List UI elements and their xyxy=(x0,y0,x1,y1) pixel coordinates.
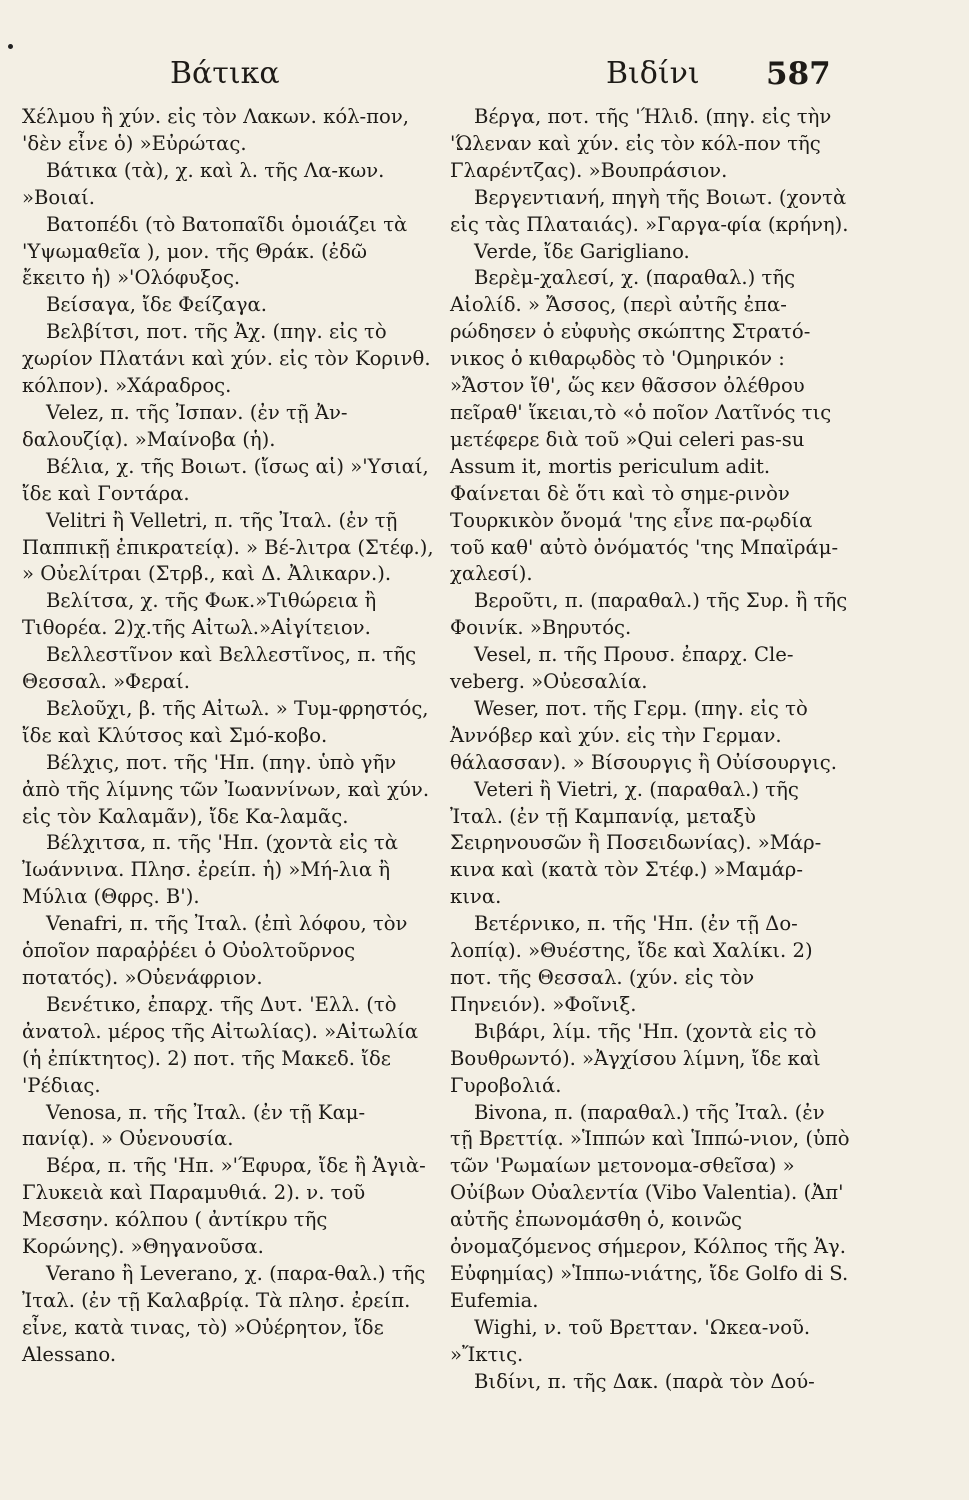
dictionary-entry: Βέλχις, ποτ. τῆς 'Ηπ. (πηγ. ὑπὸ γῆν ἀπὸ τῆς λίμνης τῶν Ἰωαννίνων, καὶ χύν. εἰς τὸν Καλαμᾶν), ἴδε Κα-λαμᾶς. xyxy=(22,750,430,828)
dictionary-entry: Βιβάρι, λίμ. τῆς 'Ηπ. (χοντὰ εἰς τὸ Βουθρωντό). »Ἀγχίσου λίμνη, ἴδε καὶ Γυροβολιά. xyxy=(450,1019,821,1097)
dictionary-entry: Βελοῦχι, β. τῆς Αἰτωλ. » Τυμ-φρηστός, ἴδε καὶ Κλύτσος καὶ Σμό-κοβο. xyxy=(22,696,429,747)
left-column xyxy=(22,104,434,1369)
right-column xyxy=(450,104,850,1396)
running-head-left: Βάτικα xyxy=(170,56,280,91)
dictionary-entry: Veteri ἢ Vietri, χ. (παραθαλ.) τῆς Ἰταλ. (ἐν τῇ Καμπανίᾳ, μεταξὺ Σειρηνουσῶν ἢ Ποσειδωνίας). »Μάρ-κινα καὶ (κατὰ τὸν Στέφ.) »Μαμάρ-κινα. xyxy=(450,777,822,909)
running-head-right: Βιδίνι xyxy=(606,56,700,91)
dictionary-entry: Βιδίνι, π. τῆς Δακ. (παρὰ τὸν Δού- xyxy=(474,1369,815,1393)
dictionary-entry: Βελβίτσι, ποτ. τῆς Ἀχ. (πηγ. εἰς τὸ χωρίον Πλατάνι καὶ χύν. εἰς τὸν Κορινθ. κόλπον). »Χάραδρος. xyxy=(22,320,431,398)
dictionary-entry: Βετέρνικο, π. τῆς 'Ηπ. (ἐν τῇ Δο-λοπίᾳ). »Θυέστης, ἴδε καὶ Χαλίκι. 2) ποτ. τῆς Θεσσαλ. (χύν. εἰς τὸν Πηνειόν). »Φοῖνιξ. xyxy=(450,912,813,1016)
dictionary-entry: Venafri, π. τῆς Ἰταλ. (ἐπὶ λόφου, τὸν ὁποῖον παραῤῥέει ὁ Οὐολτοῦρνος ποτατός). »Οὐενάφριον. xyxy=(22,912,408,989)
dictionary-entry: Βερὲμ-χαλεσί, χ. (παραθαλ.) τῆς Αἰολίδ. » Ἄσσος, (περὶ αὐτῆς ἐπα-ρώδησεν ὁ εὐφυὴς σκώπτης Στρατό-νικος ὁ κιθαρῳδὸς τὸ 'Ομηρικόν : »Ἄστον ἴθ', ὥς κεν θᾶσσον ὀλέθρου πεῖραθ' ἵκειαι,τὸ «ὁ ποῖον Λατῖνός τις μετέφερε διὰ τοῦ »Qui celeri pas-su Assum it, mortis periculum adit. Φαίνεται δὲ ὅτι καὶ τὸ σημε-ρινὸν Τουρκικὸν ὄνομά 'της εἶνε πα-ρῳδία τοῦ καθ' αὐτὸ ὀνόματός 'της Μπαϊράμ-χαλεσί). xyxy=(450,266,839,586)
dictionary-entry: Βεροῦτι, π. (παραθαλ.) τῆς Συρ. ἢ τῆς Φοινίκ. »Βηρυτός. xyxy=(450,589,848,640)
dictionary-entry: Βείσαγα, ἴδε Φείζαγα. xyxy=(46,293,268,317)
dictionary-entry: Βελίτσα, χ. τῆς Φωκ.»Τιθώρεια ἢ Τιθορέα. 2)χ.τῆς Αἰτωλ.»Αἰγίτειον. xyxy=(22,589,377,640)
dictionary-entry: Βέλια, χ. τῆς Βοιωτ. (ἴσως αἱ) »'Υσιαί, ἴδε καὶ Γοντάρα. xyxy=(22,454,429,505)
ink-dot xyxy=(8,44,13,49)
dictionary-entry: Βατοπέδι (τὸ Βατοπαῖδι ὁμοιάζει τὰ 'Υψωμαθεῖα ), μον. τῆς Θράκ. (ἐδῶ ἔκειτο ἡ) »'Ολόφυξος. xyxy=(22,212,408,290)
dictionary-entry: Βελλεστῖνον καὶ Βελλεστῖνος, π. τῆς Θεσσαλ. »Φεραί. xyxy=(22,643,417,694)
dictionary-entry: Βέρα, π. τῆς 'Ηπ. »'Έφυρα, ἴδε ἢ Ἁγιὰ-Γλυκειὰ καὶ Παραμυθιά. 2). ν. τοῦ Μεσσην. κόλπου ( ἀντίκρυ τῆς Κορώνης). »Θηγανοῦσα. xyxy=(22,1154,426,1259)
dictionary-entry: Weser, ποτ. τῆς Γερμ. (πηγ. εἰς τὸ Ἀννόβερ καὶ χύν. εἰς τὴν Γερμαν. θάλασσαν). » Βίσουργις ἢ Οὐίσουργις. xyxy=(450,696,837,774)
dictionary-entry: Χέλμου ἢ χύν. εἰς τὸν Λακων. κόλ-πον, 'δὲν εἶνε ὁ) »Εὐρώτας. xyxy=(22,105,409,155)
dictionary-entry: Vesel, π. τῆς Προυσ. ἐπαρχ. Cle-veberg. »Οὐεσαλία. xyxy=(450,643,794,694)
dictionary-entry: Βέργα, ποτ. τῆς 'Ήλιδ. (πηγ. εἰς τὴν 'Ώλεναν καὶ χύν. εἰς τὸν κόλ-πον τῆς Γλαρέντζας). »Βουπράσιον. xyxy=(450,105,832,182)
dictionary-entry: Wighi, ν. τοῦ Βρετταν. 'Ωκεα-νοῦ. »Ἴκτις. xyxy=(450,1315,811,1366)
dictionary-entry: Βεργεντιανή, πηγὴ τῆς Βοιωτ. (χοντὰ εἰς τὰς Πλαταιάς). »Γαργα-φία (κρήνη). xyxy=(450,185,849,236)
dictionary-entry: Verano ἢ Leverano, χ. (παρα-θαλ.) τῆς Ἰταλ. (ἐν τῇ Καλαβρίᾳ. Τὰ πλησ. ἐρείπ. εἶνε, κατὰ τινας, τὸ) »Οὐέρητον, ἴδε Alessano. xyxy=(22,1261,426,1366)
dictionary-entry: Βέλχιτσα, π. τῆς 'Ηπ. (χοντὰ εἰς τὰ Ἰωάννινα. Πλησ. ἐρείπ. ἡ) »Μή-λια ἢ Μύλια (Θφρς. Β'). xyxy=(22,831,398,909)
dictionary-entry: Venosa, π. τῆς Ἰταλ. (ἐν τῇ Καμ-πανίᾳ). » Οὐενουσία. xyxy=(22,1100,366,1151)
page-number: 587 xyxy=(766,56,831,92)
dictionary-entry: Bivona, π. (παραθαλ.) τῆς Ἰταλ. (ἐν τῇ Βρεττίᾳ. »Ἱππών καὶ Ἱππώ-νιον, (ὑπὸ τῶν 'Ρωμαίων μετονομα-σθεῖσα) » Οὐίβων Οὐαλεντία (Vibo Valentia). (Ἀπ' αὐτῆς ἐπωνομάσθη ὁ, κοινῶς ὀνομαζόμενος σήμερον, Κόλπος τῆς Ἁγ. Εὐφημίας) »Ἱππω-νιάτης, ἴδε Golfo di S. Eufemia. xyxy=(450,1100,850,1312)
dictionary-entry: Βάτικα (τὰ), χ. καὶ λ. τῆς Λα-κων. »Βοιαί. xyxy=(22,158,385,209)
dictionary-entry: Verde, ἴδε Garigliano. xyxy=(474,239,690,263)
dictionary-entry: Velitri ἢ Velletri, π. τῆς Ἰταλ. (ἐν τῇ Παππικῇ ἐπικρατείᾳ). » Βέ-λιτρα (Στέφ.), » Οὐελίτραι (Στρβ., καὶ Δ. Ἀλικαρν.). xyxy=(22,508,434,586)
dictionary-entry: Velez, π. τῆς Ἰσπαν. (ἐν τῇ Ἀν-δαλουζίᾳ). »Μαίνοβα (ἡ). xyxy=(22,400,348,451)
dictionary-entry: Βενέτικο, ἐπαρχ. τῆς Δυτ. 'Ελλ. (τὸ ἀνατολ. μέρος τῆς Αἰτωλίας). »Αἰτωλία (ἡ ἐπίκτητος). 2) ποτ. τῆς Μακεδ. ἴδε 'Ρέδιας. xyxy=(22,992,419,1097)
